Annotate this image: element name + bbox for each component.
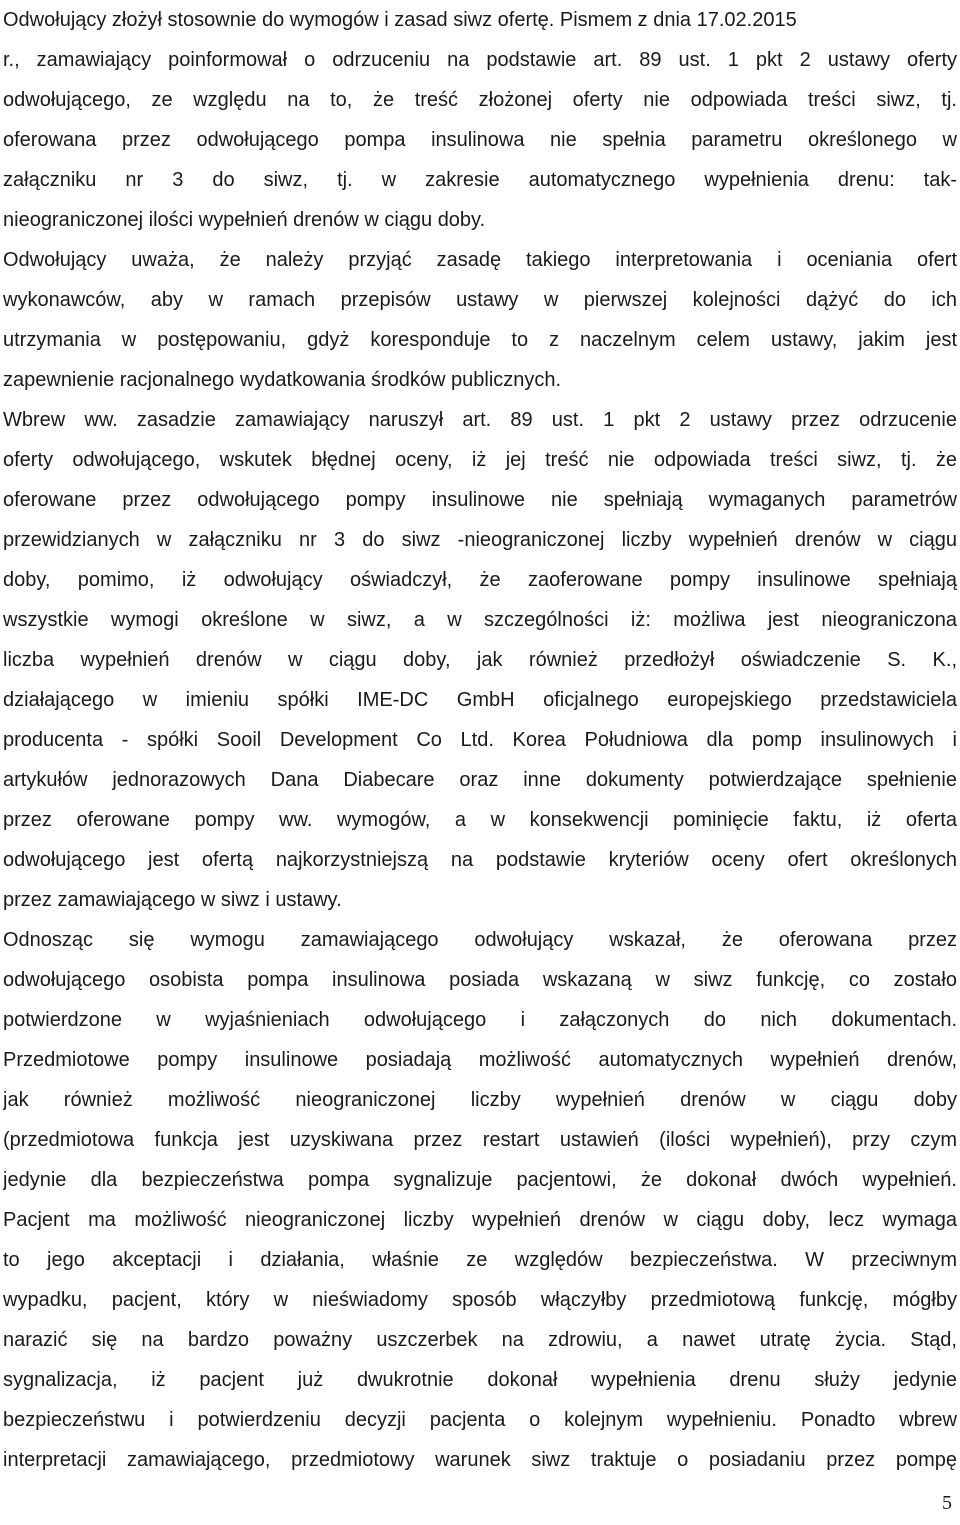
text-line: utrzymania w postępowaniu, gdyż koresponduje to z naczelnym celem ustawy, jakim jest bbox=[3, 329, 957, 351]
text-line: oferty odwołującego, wskutek błędnej oceny, iż jej treść nie odpowiada treści siwz, tj. że bbox=[3, 449, 957, 471]
text-line: wykonawców, aby w ramach przepisów ustawy w pierwszej kolejności dążyć do ich bbox=[3, 289, 957, 311]
text-line: Pacjent ma możliwość nieograniczonej liczby wypełnień drenów w ciągu doby, lecz wymaga bbox=[3, 1209, 957, 1231]
text-line: Przedmiotowe pompy insulinowe posiadają możliwość automatycznych wypełnień drenów, bbox=[3, 1049, 957, 1071]
text-line: oferowana przez odwołującego pompa insulinowa nie spełnia parametru określonego w bbox=[3, 129, 957, 151]
text-line: liczba wypełnień drenów w ciągu doby, jak również przedłożył oświadczenie S. K., bbox=[3, 649, 957, 671]
text-line: sygnalizacja, iż pacjent już dwukrotnie dokonał wypełnienia drenu służy jedynie bbox=[3, 1369, 957, 1391]
text-line: Odnosząc się wymogu zamawiającego odwołujący wskazał, że oferowana przez bbox=[3, 929, 957, 951]
text-line: przez zamawiającego w siwz i ustawy. bbox=[3, 889, 342, 911]
text-line: jak również możliwość nieograniczonej liczby wypełnień drenów w ciągu doby bbox=[3, 1089, 957, 1111]
text-line: przez oferowane pompy ww. wymogów, a w konsekwencji pominięcie faktu, iż oferta bbox=[3, 809, 957, 831]
text-line: bezpieczeństwu i potwierdzeniu decyzji pacjenta o kolejnym wypełnieniu. Ponadto wbrew bbox=[3, 1409, 957, 1431]
text-line: r., zamawiający poinformował o odrzuceniu na podstawie art. 89 ust. 1 pkt 2 ustawy oferty bbox=[3, 49, 957, 71]
text-line: Odwołujący uważa, że należy przyjąć zasadę takiego interpretowania i oceniania ofert bbox=[3, 249, 957, 271]
text-line: zapewnienie racjonalnego wydatkowania środków publicznych. bbox=[3, 369, 562, 391]
text-line: odwołującego jest ofertą najkorzystniejszą na podstawie kryteriów oceny ofert określonych bbox=[3, 849, 957, 871]
text-line: Wbrew ww. zasadzie zamawiający naruszył art. 89 ust. 1 pkt 2 ustawy przez odrzucenie bbox=[3, 409, 957, 431]
text-line: działającego w imieniu spółki IME-DC GmbH oficjalnego europejskiego przedstawiciela bbox=[3, 689, 957, 711]
text-line: jedynie dla bezpieczeństwa pompa sygnalizuje pacjentowi, że dokonał dwóch wypełnień. bbox=[3, 1169, 957, 1191]
text-line: interpretacji zamawiającego, przedmiotowy warunek siwz traktuje o posiadaniu przez pompę bbox=[3, 1449, 957, 1471]
text-line: narazić się na bardzo poważny uszczerbek na zdrowiu, a nawet utratę życia. Stąd, bbox=[3, 1329, 957, 1351]
page-number: 5 bbox=[942, 1492, 952, 1514]
text-line: potwierdzone w wyjaśnieniach odwołującego i załączonych do nich dokumentach. bbox=[3, 1009, 957, 1031]
text-line: wypadku, pacjent, który w nieświadomy sposób włączyłby przedmiotową funkcję, mógłby bbox=[3, 1289, 957, 1311]
text-line: artykułów jednorazowych Dana Diabecare oraz inne dokumenty potwierdzające spełnienie bbox=[3, 769, 957, 791]
text-line: odwołującego, ze względu na to, że treść złożonej oferty nie odpowiada treści siwz, tj. bbox=[3, 89, 957, 111]
text-line: doby, pomimo, iż odwołujący oświadczył, że zaoferowane pompy insulinowe spełniają bbox=[3, 569, 957, 591]
text-line: odwołującego osobista pompa insulinowa posiada wskazaną w siwz funkcję, co zostało bbox=[3, 969, 957, 991]
text-line: to jego akceptacji i działania, właśnie ze względów bezpieczeństwa. W przeciwnym bbox=[3, 1249, 957, 1271]
text-line: nieograniczonej ilości wypełnień drenów w ciągu doby. bbox=[3, 209, 486, 231]
text-line: załączniku nr 3 do siwz, tj. w zakresie automatycznego wypełnienia drenu: tak- bbox=[3, 169, 957, 191]
text-line: producenta - spółki Sooil Development Co Ltd. Korea Południowa dla pomp insulinowych i bbox=[3, 729, 957, 751]
text-line: przewidzianych w załączniku nr 3 do siwz -nieograniczonej liczby wypełnień drenów w ciągu bbox=[3, 529, 957, 551]
text-line: (przedmiotowa funkcja jest uzyskiwana przez restart ustawień (ilości wypełnień), przy czym bbox=[3, 1129, 957, 1151]
text-line: Odwołujący złożył stosownie do wymogów i zasad siwz ofertę. Pismem z dnia 17.02.2015 bbox=[3, 9, 797, 31]
text-line: oferowane przez odwołującego pompy insulinowe nie spełniają wymaganych parametrów bbox=[3, 489, 957, 511]
text-line: wszystkie wymogi określone w siwz, a w szczególności iż: możliwa jest nieograniczona bbox=[3, 609, 957, 631]
